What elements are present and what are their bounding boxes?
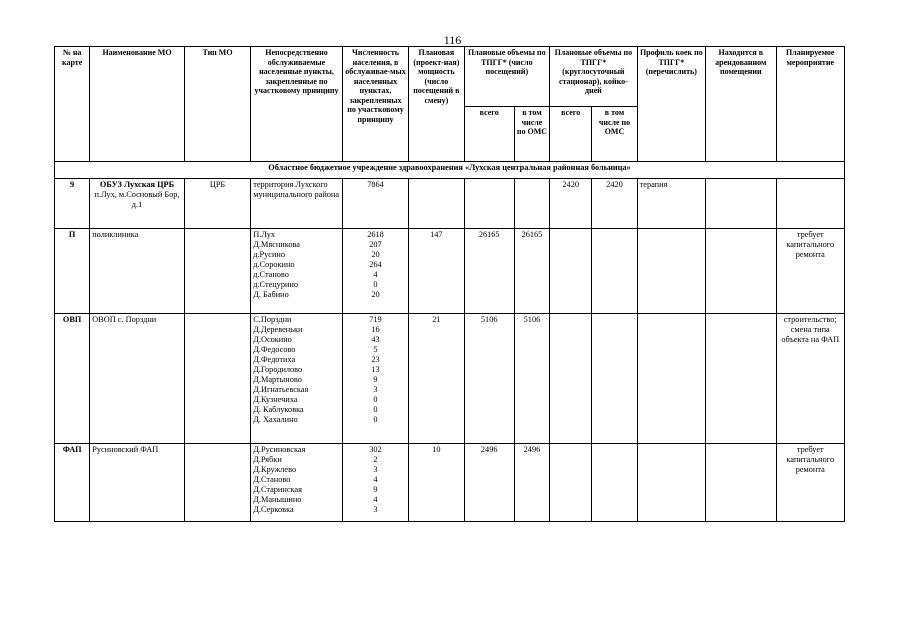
settlement: Д. Бабино: [253, 290, 289, 299]
settlements-cell: [251, 229, 343, 314]
population-cell: [342, 179, 408, 229]
population-value: 16: [371, 325, 380, 334]
population-value: 9: [373, 375, 378, 384]
population-value: 264: [369, 260, 382, 269]
section-title: Областное бюджетное учреждение здравоохранения «Лухская центральная районная больница»: [55, 162, 845, 179]
population-cell: [342, 444, 408, 522]
population-value: 9: [373, 485, 378, 494]
header-visits-oms: в том числе по ОМС: [514, 107, 549, 162]
settlement: Д.Деревеньки: [253, 325, 303, 334]
planned: требует капитального ремонта: [776, 444, 845, 522]
settlement: территория Лухского муниципального района: [253, 180, 340, 199]
section-row: [55, 162, 845, 179]
header-beds-oms: в том числе по ОМС: [592, 107, 637, 162]
beds-oms: 2420: [592, 179, 637, 229]
population-value: 0: [373, 395, 378, 404]
beds-oms: [592, 229, 637, 314]
rented: [706, 314, 776, 444]
visits-oms: 5106: [514, 314, 549, 444]
population-value: 43: [371, 335, 380, 344]
map-no: ФАП: [55, 444, 90, 522]
settlement: Д.Осокино: [253, 335, 292, 344]
header-map-no: № на карте: [55, 47, 90, 162]
capacity: 21: [409, 314, 464, 444]
settlement: Д. Хахалино: [253, 415, 298, 424]
beds-oms: [592, 444, 637, 522]
header-mo-type: Тип МО: [184, 47, 250, 162]
table-row: [55, 444, 845, 522]
settlement: д.Станово: [253, 270, 289, 279]
settlement: Д.Рябки: [253, 455, 282, 464]
mo-name: ОВОП с. Порздни: [90, 314, 185, 444]
population-value: 20: [371, 290, 380, 299]
header-population: Численность населения, в обслуживае-мых населенных пунктах, закрепленных по участковому принципу: [342, 47, 408, 162]
header-beds-total: всего: [550, 107, 592, 162]
visits-total: 2496: [464, 444, 514, 522]
settlement: Д. Каблуковка: [253, 405, 304, 414]
profile: [637, 229, 705, 314]
settlement: Д.Мартыново: [253, 375, 302, 384]
settlement: Д.Кружлево: [253, 465, 297, 474]
beds-total: 2420: [550, 179, 592, 229]
mo-address: п.Лух, м.Сосновый Бор, д.1: [94, 190, 180, 209]
settlement: Д.Федосово: [253, 345, 296, 354]
population-value: 719: [369, 315, 382, 324]
profile: [637, 314, 705, 444]
settlement: Д.Игнатьевская: [253, 385, 309, 394]
mo-name: поликлиника: [90, 229, 185, 314]
settlement: П.Лух: [253, 230, 276, 239]
population-value: 3: [373, 505, 378, 514]
beds-total: [550, 314, 592, 444]
header-visits-total: всего: [464, 107, 514, 162]
map-no: 9: [55, 179, 90, 229]
planned: строительство; смена типа объекта на ФАП: [776, 314, 845, 444]
mo-name-title: ОБУЗ Лухская ЦРБ: [99, 180, 175, 189]
map-no: П: [55, 229, 90, 314]
visits-total: 26165: [464, 229, 514, 314]
rented: [706, 179, 776, 229]
header-mo-name: Наименование МО: [90, 47, 185, 162]
mo-name: Русиновский ФАП: [90, 444, 185, 522]
rented: [706, 229, 776, 314]
population-value: 4: [373, 495, 378, 504]
population-value: 20: [371, 250, 380, 259]
mo-type: ЦРБ: [184, 179, 250, 229]
mo-type: [184, 314, 250, 444]
beds-oms: [592, 314, 637, 444]
settlement: Д.Серковка: [253, 505, 294, 514]
settlements-cell: [251, 179, 343, 229]
population-value: 4: [373, 475, 378, 484]
settlement: Д.Федотиха: [253, 355, 296, 364]
profile: [637, 444, 705, 522]
mo-name: [90, 179, 185, 229]
visits-oms: 26165: [514, 229, 549, 314]
table-row: [55, 314, 845, 444]
settlements-cell: [251, 444, 343, 522]
population-value: 4: [373, 270, 378, 279]
header-settlements: Непосредственно обслуживаемые населенные пункты, закрепленные по участковому принципу: [251, 47, 343, 162]
profile: терапия: [637, 179, 705, 229]
header-planned: Планируемое мероприятие: [776, 47, 845, 162]
beds-total: [550, 444, 592, 522]
table-row: [55, 179, 845, 229]
visits-oms: [514, 179, 549, 229]
population-value: 302: [369, 445, 382, 454]
page-number: 116: [443, 33, 462, 47]
population-cell: [342, 229, 408, 314]
settlement: Д.Русиновская: [253, 445, 306, 454]
population-value: 3: [373, 385, 378, 394]
population-value: 0: [373, 415, 378, 424]
capacity: 10: [409, 444, 464, 522]
visits-total: 5106: [464, 314, 514, 444]
capacity: 147: [409, 229, 464, 314]
settlement: Д.Городилово: [253, 365, 303, 374]
population-value: 0: [373, 280, 378, 289]
population-value: 7864: [367, 180, 384, 189]
settlements-cell: [251, 314, 343, 444]
settlement: Д.Манышино: [253, 495, 302, 504]
map-no: ОВП: [55, 314, 90, 444]
population-value: 23: [371, 355, 380, 364]
header-capacity: Плановая (проект-ная) мощность (число посещений в смену): [409, 47, 464, 162]
rented: [706, 444, 776, 522]
population-value: 0: [373, 405, 378, 414]
settlement: д.Сорокино: [253, 260, 295, 269]
facilities-table: [54, 46, 845, 522]
header-visits-group: Плановые объемы по ТПГГ* (число посещений): [464, 47, 550, 107]
settlement: д.Русино: [253, 250, 285, 259]
population-value: 13: [371, 365, 380, 374]
settlement: С.Порздни: [253, 315, 292, 324]
population-cell: [342, 314, 408, 444]
population-value: 5: [373, 345, 378, 354]
header-rented: Находится в арендованном помещении: [706, 47, 776, 162]
visits-total: [464, 179, 514, 229]
planned: требует капитального ремонта: [776, 229, 845, 314]
header-profile: Профиль коек по ТПГГ* (перечислить): [637, 47, 705, 162]
population-value: 207: [369, 240, 382, 249]
capacity: [409, 179, 464, 229]
settlement: д.Стецурино: [253, 280, 299, 289]
table-row: [55, 229, 845, 314]
settlement: Д.Мясникова: [253, 240, 300, 249]
header-beds-group: Плановые объемы по ТПГГ* (круглосуточный стационар), койко-дней: [550, 47, 638, 107]
mo-type: [184, 229, 250, 314]
settlement: Д.Кузнечиха: [253, 395, 298, 404]
population-value: 2618: [367, 230, 384, 239]
beds-total: [550, 229, 592, 314]
population-value: 3: [373, 465, 378, 474]
visits-oms: 2496: [514, 444, 549, 522]
settlement: Д.Старинская: [253, 485, 302, 494]
settlement: Д.Станово: [253, 475, 291, 484]
population-value: 2: [373, 455, 378, 464]
planned: [776, 179, 845, 229]
mo-type: [184, 444, 250, 522]
